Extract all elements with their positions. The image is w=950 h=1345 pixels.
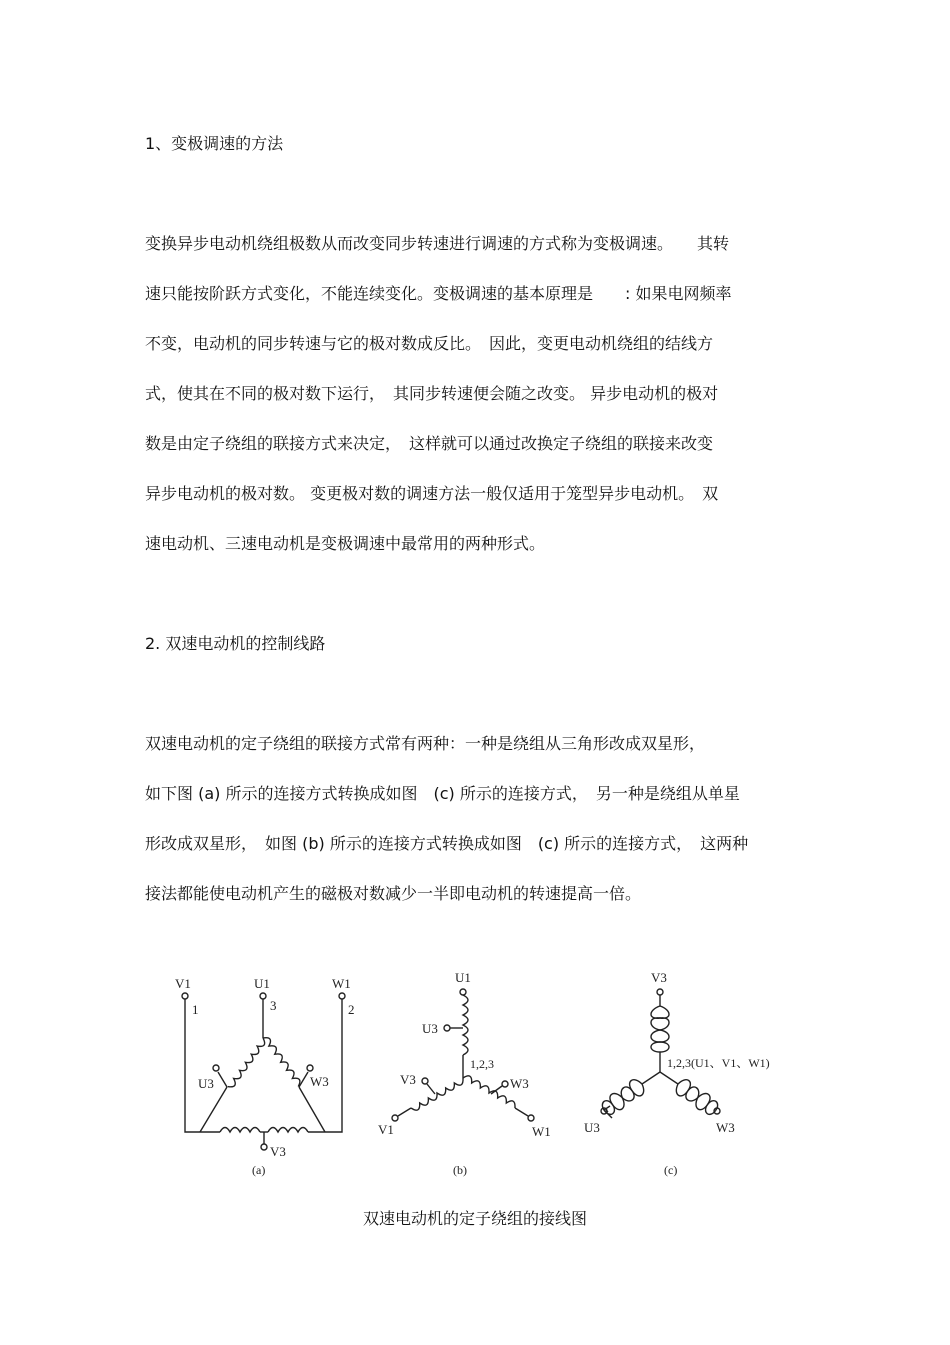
section2-line-2: 如下图 (a) 所示的连接方式转换成如图 (c) 所示的连接方式， 另一种是绕组从单星 [145, 784, 740, 803]
section1-line-3: 不变，电动机的同步转速与它的极对数成反比。 因此，变更电动机绕组的结线方 [145, 334, 714, 353]
center-label: 1,2,3 [470, 1057, 494, 1071]
section2-line-4: 接法都能使电动机产生的磁极对数减少一半即电动机的转速提高一倍。 [145, 884, 642, 903]
terminal-label-w1: W1 [532, 1124, 551, 1139]
text: 变换异步电动机绕组极数从而改变同步转速进行调速的方式称为变极调速。 其转 [145, 234, 730, 253]
diagram-c [599, 989, 721, 1118]
terminal-label-w3: W3 [310, 1074, 329, 1089]
diagram-b [392, 989, 534, 1121]
winding-diagram-svg [160, 960, 800, 1190]
winding-diagram-figure [160, 960, 800, 1190]
terminal-circle [260, 993, 266, 999]
terminal-label-u3: U3 [198, 1076, 214, 1091]
section1-line-7: 速电动机、三速电动机是变极调速中最常用的两种形式。 [145, 534, 546, 553]
section1-heading: 1、变极调速的方法 [145, 134, 284, 153]
terminal-label-u3: U3 [422, 1021, 438, 1036]
terminal-label-w1: W1 [332, 976, 351, 991]
center-label: 1,2,3(U1、V1、W1) [667, 1056, 770, 1070]
section1-line-5: 数是由定子绕组的联接方式来决定， 这样就可以通过改换定子绕组的联接来改变 [145, 434, 714, 453]
figure-caption: 双速电动机的定子绕组的接线图 [362, 1209, 587, 1228]
terminal-label-v3: V3 [651, 970, 667, 985]
terminal-label-v3: V3 [400, 1072, 416, 1087]
terminal-label-u3: U3 [584, 1120, 600, 1135]
section2-line-3: 形改成双星形， 如图 (b) 所示的连接方式转换成如图 (c) 所示的连接方式， 这两种 [145, 834, 749, 853]
section1-line-1 [145, 231, 810, 254]
diagram-a [182, 993, 345, 1150]
diagram-b-labels [378, 970, 551, 1177]
diagram-label-a: (a) [252, 1163, 266, 1177]
terminal-circle [182, 993, 188, 999]
terminal-label-w3: W3 [510, 1076, 529, 1091]
terminal-number: 3 [270, 998, 277, 1013]
terminal-label-v1: V1 [378, 1122, 394, 1137]
terminal-number: 2 [348, 1002, 355, 1017]
terminal-label-v3: V3 [270, 1144, 286, 1159]
terminal-number: 1 [192, 1002, 199, 1017]
diagram-label-c: (c) [664, 1163, 678, 1177]
terminal-label-w3: W3 [716, 1120, 735, 1135]
section1-line-4: 式，使其在不同的极对数下运行， 其同步转速便会随之改变。 异步电动机的极对 [145, 384, 719, 403]
terminal-circle [339, 993, 345, 999]
diagram-label-b: (b) [453, 1163, 467, 1177]
section2-line-1: 双速电动机的定子绕组的联接方式常有两种：一种是绕组从三角形改成双星形， [145, 734, 706, 753]
section1-line-6: 异步电动机的极对数。 变更极对数的调速方法一般仅适用于笼型异步电动机。 双 [145, 484, 719, 503]
diagram-c-labels [584, 970, 770, 1177]
section1-line-2: 速只能按阶跃方式变化，不能连续变化。变极调速的基本原理是 : 如果电网频率 [145, 284, 732, 303]
terminal-label-v1: V1 [175, 976, 191, 991]
terminal-label-u1: U1 [254, 976, 270, 991]
section2-heading: 2. 双速电动机的控制线路 [145, 634, 326, 653]
diagram-a-labels [175, 976, 355, 1177]
terminal-label-u1: U1 [455, 970, 471, 985]
